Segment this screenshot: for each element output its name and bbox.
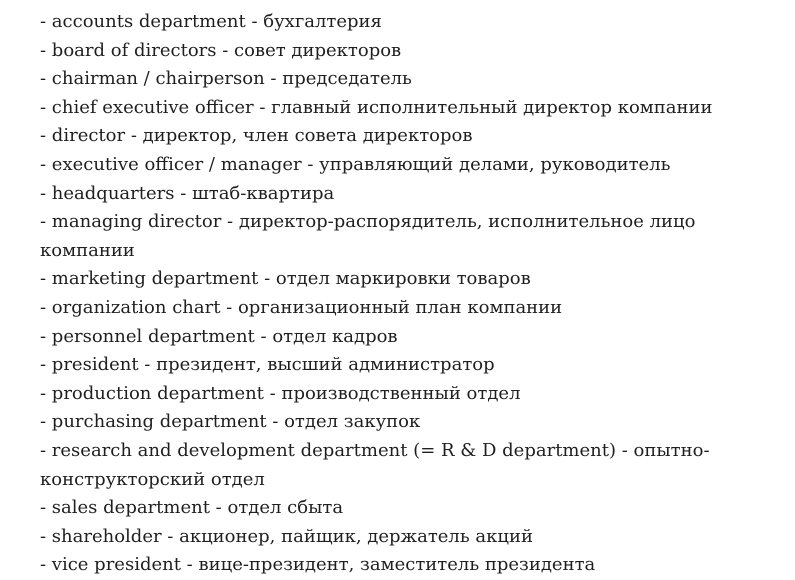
glossary-entry-text: - chairman / chairperson - председатель [40, 68, 412, 90]
glossary-entry-personnel-department [40, 323, 771, 352]
glossary-entry-director [40, 122, 771, 151]
glossary-entry-shareholder [40, 523, 771, 552]
glossary-entry-text: - managing director - директор-распорядитель, исполнительное лицо компании [40, 211, 696, 261]
glossary-entry-text: - personnel department - отдел кадров [40, 325, 398, 347]
glossary-entry-president [40, 351, 771, 380]
glossary-entry-board-of-directors [40, 37, 771, 66]
glossary-entry-text: - vice president - вице-президент, заместитель президента [40, 554, 596, 576]
glossary-entry-text: - production department - производственный отдел [40, 382, 521, 404]
glossary-entry-vice-president [40, 551, 771, 580]
glossary-entry-text: - sales department - отдел сбыта [40, 497, 344, 519]
glossary-entry-production-department [40, 380, 771, 409]
glossary-entry-headquarters [40, 180, 771, 209]
glossary-entry-text: - shareholder - акционер, пайщик, держатель акций [40, 525, 533, 547]
glossary-entry-text: - organization chart - организационный план компании [40, 296, 563, 318]
glossary-entry-organization-chart [40, 294, 771, 323]
glossary-entry-text: - purchasing department - отдел закупок [40, 411, 421, 433]
glossary-entry-text: - marketing department - отдел маркировки товаров [40, 268, 531, 290]
glossary-entry-text: - accounts department - бухгалтерия [40, 11, 382, 32]
glossary-entry-chief-executive-officer [40, 94, 771, 123]
glossary-entry-sales-department [40, 494, 771, 523]
glossary-entry-research-and-development-department [40, 437, 771, 494]
glossary-entry-text: - headquarters - штаб-квартира [40, 182, 335, 204]
glossary-entry-text: - director - директор, член совета директоров [40, 125, 473, 147]
glossary-entry-managing-director [40, 208, 771, 265]
glossary-list [40, 8, 771, 580]
glossary-entry-chairman [40, 65, 771, 94]
glossary-entry-executive-officer [40, 151, 771, 180]
glossary-entry-accounts-department [40, 8, 771, 37]
glossary-entry-text: - research and development department (= R & D department) - опытно-конструкторский отдел [40, 439, 710, 490]
glossary-entry-text: - chief executive officer - главный исполнительный директор компании [40, 96, 713, 118]
glossary-entry-purchasing-department [40, 408, 771, 437]
glossary-entry-text: - executive officer / manager - управляющий делами, руководитель [40, 153, 671, 175]
glossary-entry-text: - board of directors - совет директоров [40, 39, 402, 61]
glossary-entry-text: - president - президент, высший администратор [40, 354, 495, 376]
glossary-entry-marketing-department [40, 265, 771, 294]
